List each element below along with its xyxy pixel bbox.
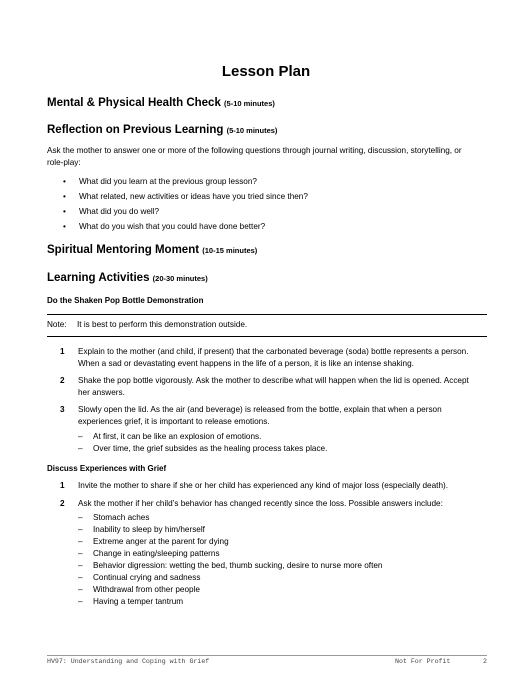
list-item: • What related, new activities or ideas have you tried since then? [63,189,308,204]
answer-item [78,524,205,536]
answer-text: Inability to sleep by him/herself [93,525,205,534]
step-text: Invite the mother to share if she or her child has experienced any kind of major loss (especially death). [78,481,448,490]
step-number: 2 [60,499,65,508]
reflection-intro: Ask the mother to answer one or more of the following questions through journal writing, discussion, storytelling, or role-play: [47,146,462,167]
dash-marker: – [78,537,83,546]
list-item: • What do you wish that you could have done better? [63,219,308,234]
dash-marker: – [78,525,83,534]
dash-marker: – [78,561,83,570]
note-bottom-rule [47,336,487,337]
answer-text: Extreme anger at the parent for dying [93,537,229,546]
reflection-duration: (5-10 minutes) [226,126,278,135]
dash-marker: – [78,549,83,558]
dash-marker: – [78,597,83,606]
answer-item [78,548,220,560]
step-number: 1 [60,481,65,490]
step-number: 3 [60,405,65,414]
sub-item [78,431,261,443]
step-text: Ask the mother if her child’s behavior has changed recently since the loss. Possible answers include: [78,499,443,508]
answer-item [78,560,382,572]
page-title: Lesson Plan [221,63,311,80]
health-check-heading [47,97,275,109]
answer-item [78,584,200,596]
answer-item [78,572,200,584]
step-number: 2 [60,376,65,385]
discuss-title: Discuss Experiences with Grief [47,464,167,473]
reflection-title: Reflection on Previous Learning [47,124,224,136]
health-check-duration: (5-10 minutes) [224,99,275,108]
note-text: It is best to perform this demonstration outside. [77,320,248,329]
spiritual-heading [47,244,257,256]
list-item: • What did you do well? [63,204,308,219]
page-number: 2 [483,658,487,665]
demo-title: Do the Shaken Pop Bottle Demonstration [47,296,204,305]
dash-marker: – [78,573,83,582]
reflection-questions [63,174,308,234]
dash-marker: – [78,513,83,522]
answer-text: Stomach aches [93,513,150,522]
step-text: Explain to the mother (and child, if present) that the carbonated beverage (soda) bottle represents a person. When a sad or devastating event happens in the life of a person, it is like an intense shaking. [78,347,469,368]
learning-heading [47,272,208,284]
footer-course: HV97: Understanding and Coping with Grief [47,658,210,665]
note-label: Note: [47,320,67,329]
answer-text: Having a temper tantrum [93,597,184,606]
spiritual-title: Spiritual Mentoring Moment [47,244,200,256]
note-top-rule [47,314,487,315]
reflection-heading [47,124,277,136]
dash-marker: – [78,432,83,441]
step-text: Shake the pop bottle vigorously. Ask the mother to describe what will happen when the lid is opened. Accept her answers. [78,376,469,397]
dash-marker: – [78,585,83,594]
answer-text: Continual crying and sadness [93,573,201,582]
answer-item [78,512,149,524]
answer-item [78,596,183,608]
learning-title: Learning Activities [47,272,150,284]
footer-rule [47,655,487,656]
footer-notice: Not For Profit [395,658,451,665]
health-check-title: Mental & Physical Health Check [47,97,221,109]
list-item: • What did you learn at the previous group lesson? [63,174,308,189]
answer-text: Change in eating/sleeping patterns [93,549,220,558]
dash-marker: – [78,444,83,453]
answer-item [78,536,229,548]
spiritual-duration: (10-15 minutes) [202,246,258,255]
step-text: Slowly open the lid. As the air (and beverage) is released from the bottle, explain that when a person experiences grief, it is important to release emotions. [78,405,442,426]
sub-item-text: At first, it can be like an explosion of emotions. [93,432,262,441]
answer-text: Behavior digression: wetting the bed, thumb sucking, desire to nurse more often [93,561,383,570]
answer-text: Withdrawal from other people [93,585,200,594]
step-number: 1 [60,347,65,356]
sub-item-text: Over time, the grief subsides as the healing process takes place. [93,444,328,453]
learning-duration: (20-30 minutes) [152,274,208,283]
sub-item [78,443,327,455]
